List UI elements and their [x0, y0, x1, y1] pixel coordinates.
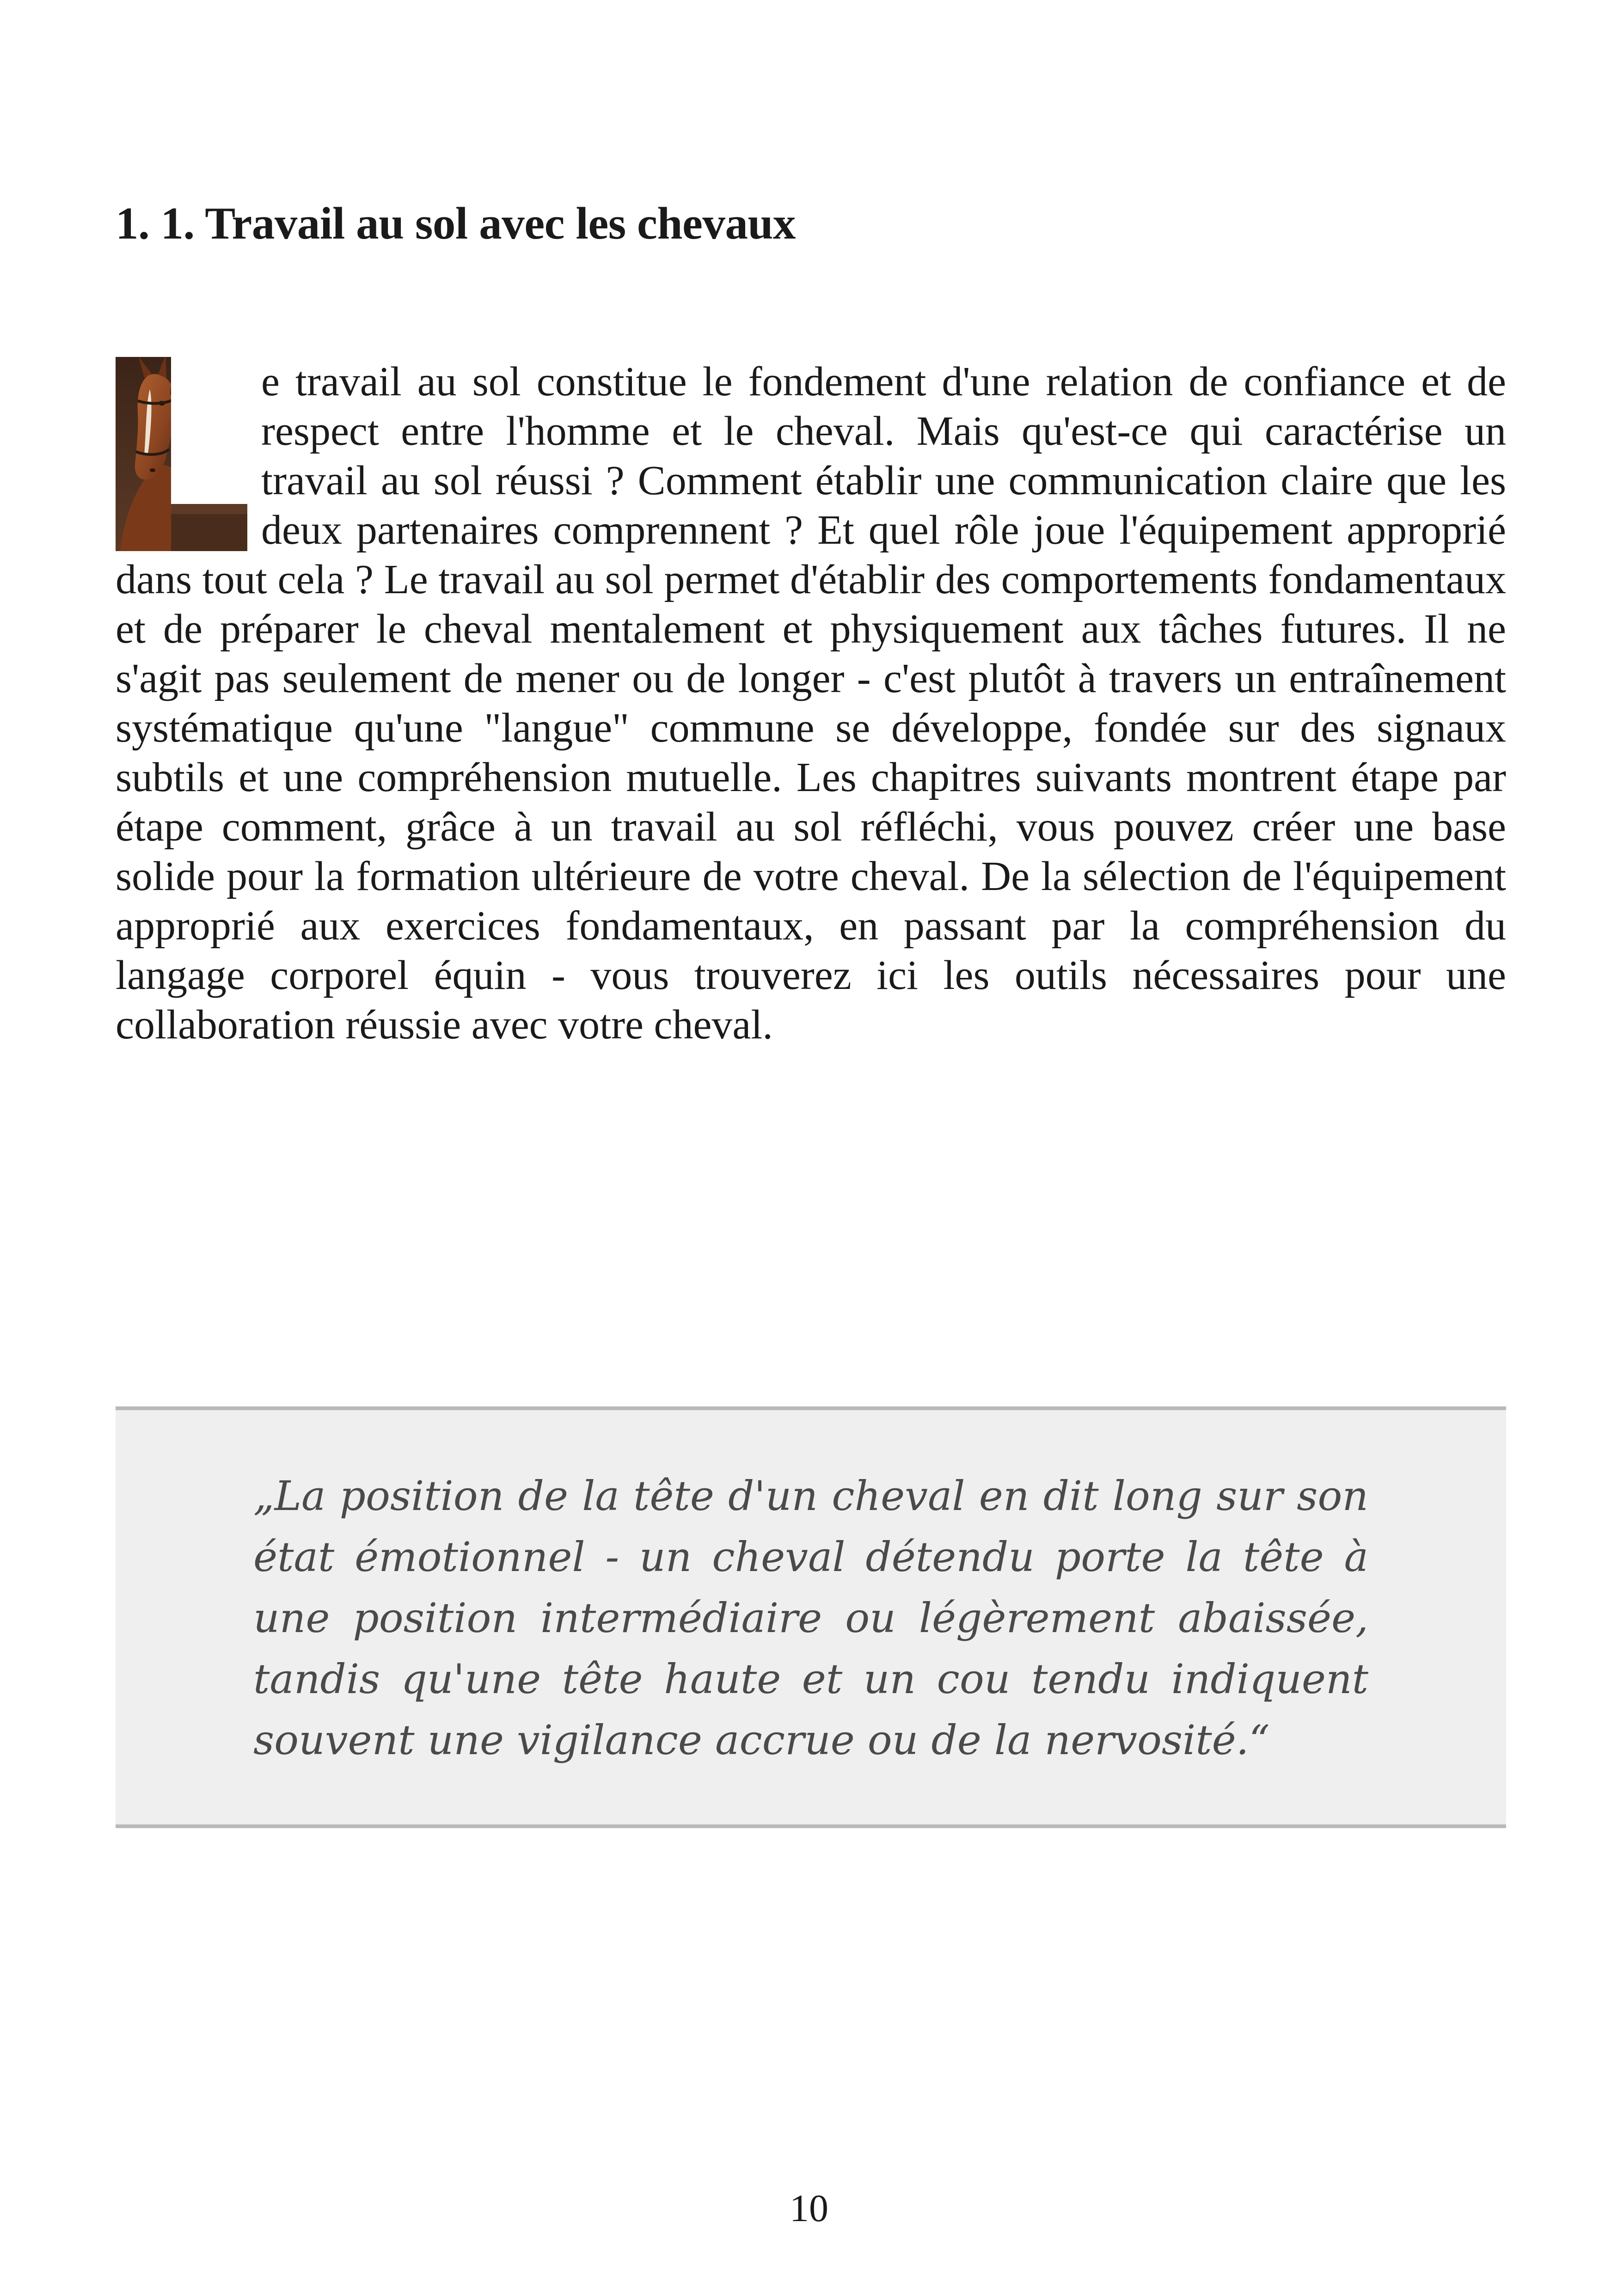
horse-head-icon	[116, 357, 247, 551]
dropcap-l	[116, 357, 247, 551]
body-paragraph	[116, 357, 1506, 1050]
page-number: 10	[790, 2187, 828, 2230]
quote-text: „La position de la tête d'un cheval en dit long sur son état émotionnel - un cheval détendu porte la tête à une position intermédiaire ou légèrement abaissée, tandis qu'une tête haute et un cou tendu indiquent souvent une vigilance accrue ou de la nervosité.“	[253, 1472, 1368, 1764]
quote-box	[116, 1406, 1506, 1828]
body-text: e travail au sol constitue le fondement d'une relation de confiance et de respect entre l'homme et le cheval. Mais qu'est-ce qui caractérise un travail au sol réussi ? Comment établir une communication claire que les deux partenaires comprennent ? Et quel rôle joue l'équipement approprié dans tout cela ? Le travail au sol permet d'établir des comportements fondamentaux et de préparer le cheval mentalement et physiquement aux tâches futures. Il ne s'agit pas seulement de mener ou de longer - c'est plutôt à travers un entraînement systématique qu'une "langue" commune se développe, fondée sur des signaux subtils et une compréhension mutuelle. Les chapitres suivants montrent étape par étape comment, grâce à un travail au sol réfléchi, vous pouvez créer une base solide pour la formation ultérieure de votre cheval. De la sélection de l'équipement approprié aux exercices fondamentaux, en passant par la compréhension du langage corporel équin - vous trouverez ici les outils nécessaires pour une collaboration réussie avec votre cheval.	[116, 359, 1506, 1048]
section-heading: 1. 1. Travail au sol avec les chevaux	[116, 198, 796, 249]
